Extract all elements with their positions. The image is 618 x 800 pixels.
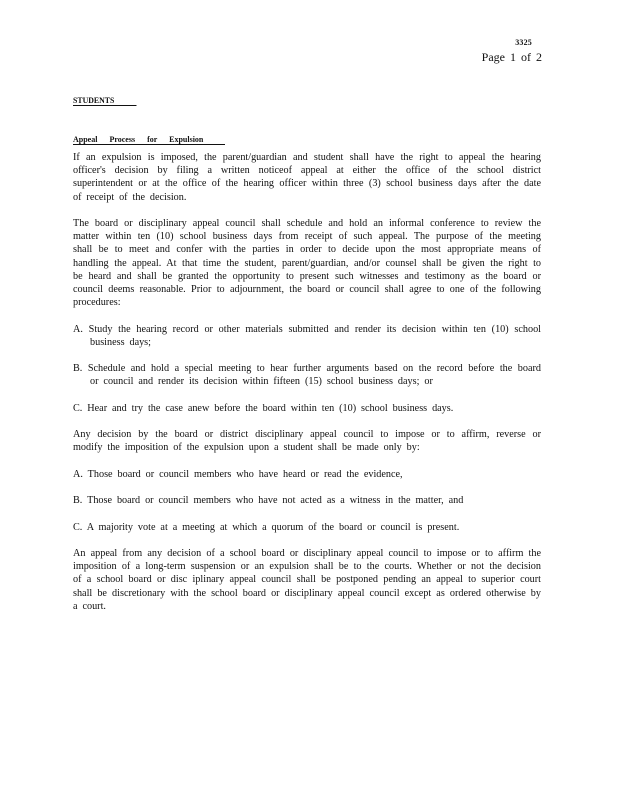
document-body <box>73 151 541 626</box>
paragraph-informal-conference: The board or disciplinary appeal council shall schedule and hold an informal conference to review the matter within ten (10) school business days from receipt of such appeal. The purpose of the meeting shall be to meet and confer with the parties in order to decide upon the most appropriate means of handling the appeal. At that time the student, parent/guardian, and/or counsel shall be given the right to be heard and shall be granted the opportunity to present such witnesses and testimony as the board or council deems reasonable. Prior to adjournment, the board or council shall agree to one of the following procedures: <box>73 218 541 309</box>
paragraph-right-to-appeal: If an expulsion is imposed, the parent/guardian and student shall have the right to appeal the hearing officer's decision by filing a written noticeof appeal at either the office of the school district superintendent or at the office of the hearing officer within three (3) school business days after the date of receipt of the decision. <box>73 152 541 203</box>
paragraph-decision-requirements: Any decision by the board or district disciplinary appeal council to impose or to affirm, reverse or modify the imposition of the expulsion upon a student shall be made only by: <box>73 429 541 454</box>
requirement-item-a: A. Those board or council members who have heard or read the evidence, <box>73 468 403 480</box>
procedure-item-a: A. Study the hearing record or other materials submitted and render its decision within ten (10) school business days; <box>73 323 541 348</box>
page-number: Page 1 of 2 <box>481 50 542 64</box>
procedure-item-b: B. Schedule and hold a special meeting to hear further arguments based on the record before the board or council and render its decision within fifteen (15) school business days; or <box>73 363 541 388</box>
policy-code: 3325 <box>515 38 532 47</box>
section-title: STUDENTS <box>73 96 136 106</box>
requirement-item-b: B. Those board or council members who have not acted as a witness in the matter, and <box>73 495 464 507</box>
paragraph-appeal-to-courts: An appeal from any decision of a school board or disciplinary appeal council to impose or to affirm the imposition of a long-term suspension or an expulsion shall be to the courts. Whether or not the decision of a school board or disc iplinary appeal council shall be postponed pending an appeal to superior court shall be discretionary with the school board or disciplinary appeal council except as ordered otherwise by a court. <box>73 547 541 612</box>
procedure-item-c: C. Hear and try the case anew before the board within ten (10) school business days. <box>73 402 454 414</box>
requirement-item-c: C. A majority vote at a meeting at which a quorum of the board or council is present. <box>73 521 460 533</box>
subsection-title: Appeal Process for Expulsion <box>73 135 225 145</box>
